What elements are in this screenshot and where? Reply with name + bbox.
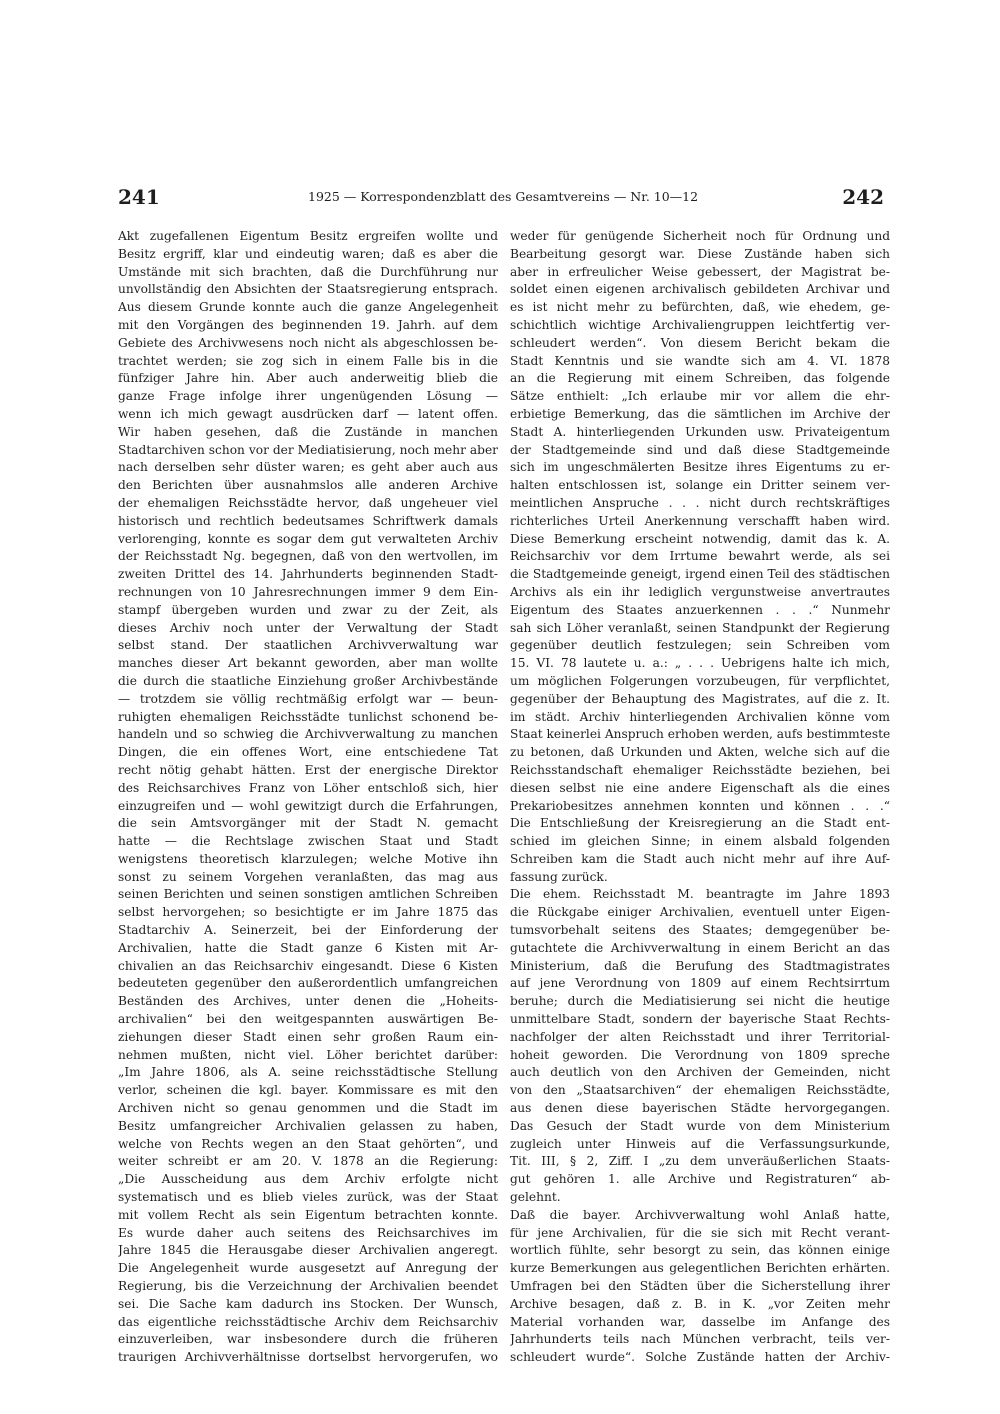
text-line: Stadt A. hinterliegenden Urkunden usw. Privateigentum: [510, 424, 890, 439]
text-line: Stadt Kenntnis und sie wandte sich am 4. VI. 1878: [510, 353, 890, 368]
text-line: fassung zurück.: [510, 869, 608, 884]
text-line: Archivalien, hatte die Stadt ganze 6 Kisten mit Ar-: [118, 940, 498, 955]
text-line: trachtet werden; sie zog sich in einem Falle bis in die: [118, 353, 498, 368]
text-line: hoheit geworden. Die Verordnung von 1809 spreche: [510, 1047, 890, 1062]
text-line: — trotzdem sie völlig rechtmäßig erfolgt war — beun-: [118, 691, 498, 706]
text-line: Regierung, bis die Verzeichnung der Archivalien beendet: [118, 1279, 498, 1294]
text-line: Schreiben kam die Stadt auch nicht mehr auf ihre Auf-: [510, 851, 890, 866]
text-line: sonst zu seinem Vorgehen veranlaßten, das mag aus: [118, 869, 498, 884]
text-line: 15. VI. 78 lautete u. a.: „ . . . Uebrigens halte ich mich,: [510, 656, 890, 671]
text-line: chivalien an das Reichsarchiv eingesandt. Diese 6 Kisten: [118, 958, 498, 973]
text-line: kurze Bemerkungen aus gelegentlichen Berichten erhärten.: [510, 1261, 890, 1276]
text-line: Staat keinerlei Anspruch erhoben werden, aufs bestimmteste: [510, 727, 890, 742]
text-line: Umfragen bei den Städten über die Sicherstellung ihrer: [510, 1279, 890, 1294]
text-line: Diese Bemerkung erscheint notwendig, damit das k. A.: [510, 531, 890, 546]
text-line: diesen selbst nie eine andere Eigenschaft als die eines: [510, 780, 890, 795]
text-line: das eigentliche reichsstädtische Archiv dem Reichsarchiv: [118, 1314, 498, 1329]
text-line: Beständen des Archives, unter denen die „Hoheits-: [118, 994, 498, 1009]
text-line: Stadtarchiv A. Seinerzeit, bei der Einforderung der: [118, 923, 498, 938]
text-line: gut gehören 1. alle Archive und Registraturen“ ab-: [510, 1172, 890, 1187]
text-line: unmittelbare Stadt, sondern der bayerische Staat Rechts-: [510, 1012, 890, 1027]
text-line: wenigstens theoretisch klarzulegen; welche Motive ihn: [118, 851, 498, 866]
text-line: selbst hervorgehen; so besichtigte er im Jahre 1875 das: [118, 905, 498, 920]
text-line: gelehnt.: [510, 1190, 561, 1205]
text-line: an die Regierung mit einem Schreiben, das folgende: [510, 371, 890, 386]
text-line: zweiten Drittel des 14. Jahrhunderts beginnenden Stadt-: [118, 567, 498, 582]
text-line: ganze Frage infolge ihrer ungenügenden Lösung —: [118, 389, 498, 404]
text-line: gegenüber der Behauptung des Magistrates, auf die z. It.: [510, 691, 890, 706]
text-line: nachfolger der alten Reichsstadt und ihrer Territorial-: [510, 1029, 890, 1044]
text-line: Material vorhanden war, dasselbe im Anfange des: [510, 1314, 890, 1329]
text-line: Die Entschließung der Kreisregierung an die Stadt ent-: [510, 816, 890, 831]
text-line: der Reichsstadt Ng. begegnen, daß von den wertvollen, im: [118, 549, 498, 564]
text-line: historisch und rechtlich bedeutsames Schriftwerk damals: [118, 513, 498, 528]
text-line: zu betonen, daß Urkunden und Akten, welche sich auf die: [510, 745, 890, 760]
text-line: Archivs als ein ihr lediglich vergunstweise anvertrautes: [510, 584, 890, 599]
text-line: traurigen Archivverhältnisse dortselbst hervorgerufen, wo: [118, 1350, 498, 1365]
text-line: „Im Jahre 1806, als A. seine reichsstädtische Stellung: [118, 1065, 498, 1080]
text-line: Jahre 1845 die Herausgabe dieser Archivalien angeregt.: [118, 1243, 498, 1258]
text-line: verlor, scheinen die kgl. bayer. Kommissare es mit den: [118, 1083, 498, 1098]
text-line: Archiven nicht so genau genommen und die Stadt im: [118, 1101, 498, 1116]
text-line: um möglichen Folgerungen vorzubeugen, für verpflichtet,: [510, 673, 890, 688]
text-line: nehmen mußten, nicht viel. Löher berichtet darüber:: [118, 1047, 498, 1062]
text-line: Daß die bayer. Archivverwaltung wohl Anlaß hatte,: [510, 1207, 890, 1222]
text-line: ruhigten ehemaligen Reichsstädte tunlichst schonend be-: [118, 709, 498, 724]
text-line: archivalien“ bei den weitgespannten auswärtigen Be-: [118, 1012, 498, 1027]
text-line: Umstände mit sich brachten, daß die Durchführung nur: [118, 264, 498, 279]
text-line: „Die Ausscheidung aus dem Archiv erfolgte nicht: [118, 1172, 498, 1187]
text-line: systematisch und es blieb vieles zurück, was der Staat: [118, 1190, 498, 1205]
text-line: des Reichsarchives Franz von Löher entschloß sich, hier: [118, 780, 498, 795]
text-line: sah sich Löher veranlaßt, seinen Standpunkt der Regierung: [510, 620, 890, 635]
left-text-column: [118, 228, 498, 1367]
text-line: Prekariobesitzes annehmen konnten und können . . .“: [510, 798, 890, 813]
text-line: auch deutlich von den Archiven der Gemeinden, nicht: [510, 1065, 890, 1080]
text-line: halten entschlossen ist, solange ein Dritter seinem ver-: [510, 478, 890, 493]
text-line: Sätze enthielt: „Ich erlaube mir vor allem die ehr-: [510, 389, 890, 404]
text-line: fünfziger Jahre hin. Aber auch anderweitig blieb die: [118, 371, 498, 386]
text-line: Eigentum des Staates anzuerkennen . . .“ Nunmehr: [510, 602, 890, 617]
text-line: zugleich unter Hinweis auf die Verfassungsurkunde,: [510, 1136, 890, 1151]
page-header: [118, 184, 884, 214]
text-line: welche von Rechts wegen an den Staat gehörten“, und: [118, 1136, 498, 1151]
text-line: Stadtarchiven schon vor der Mediatisierung, noch mehr aber: [118, 442, 498, 457]
text-line: Besitz ergriff, klar und eindeutig waren; daß es aber die: [118, 246, 498, 261]
text-line: rechnungen von 10 Jahresrechnungen immer 9 dem Ein-: [118, 584, 498, 599]
text-line: beruhe; durch die Mediatisierung sei nicht die heutige: [510, 994, 890, 1009]
text-line: die Rückgabe einiger Archivalien, eventuell unter Eigen-: [510, 905, 890, 920]
text-line: aber in erfreulicher Weise gebessert, der Magistrat be-: [510, 264, 890, 279]
text-line: Es wurde daher auch seitens des Reichsarchives im: [118, 1225, 498, 1240]
text-line: es ist nicht mehr zu befürchten, daß, wie ehedem, ge-: [510, 300, 890, 315]
text-line: die durch die staatliche Einziehung großer Archivbestände: [118, 673, 498, 688]
text-line: hatte — die Rechtslage zwischen Staat und Stadt: [118, 834, 498, 849]
text-line: Besitz umfangreicher Archivalien gelassen zu haben,: [118, 1118, 498, 1133]
text-line: die sein Amtsvorgänger mit der Stadt N. gemacht: [118, 816, 498, 831]
text-line: weiter schreibt er am 20. V. 1878 an die Regierung:: [118, 1154, 498, 1169]
text-line: richterliches Urteil Anerkennung verschafft haben wird.: [510, 513, 890, 528]
text-line: der ehemaligen Reichsstädte hervor, daß ungeheuer viel: [118, 495, 498, 510]
text-line: sich im ungeschmälerten Besitze ihres Eigentums zu er-: [510, 460, 890, 475]
page-number-right: 242: [842, 185, 884, 209]
text-line: seinen Berichten und seinen sonstigen amtlichen Schreiben: [118, 887, 498, 902]
text-line: wenn ich mich gewagt ausdrücken darf — latent offen.: [118, 406, 498, 421]
text-line: meintlichen Anspruche . . . nicht durch rechtskräftiges: [510, 495, 890, 510]
text-line: Archive besagen, daß z. B. in K. „vor Zeiten mehr: [510, 1296, 890, 1311]
running-head: 1925 — Korrespondenzblatt des Gesamtvereins — Nr. 10—12: [308, 189, 699, 204]
text-line: Tit. III, § 2, Ziff. I „zu dem unveräußerlichen Staats-: [510, 1154, 890, 1169]
text-line: von den „Staatsarchiven“ der ehemaligen Reichsstädte,: [510, 1083, 890, 1098]
text-line: soldet einen eigenen archivalisch gebildeten Archivar und: [510, 282, 890, 297]
text-line: ziehungen dieser Stadt einen sehr großen Raum ein-: [118, 1029, 498, 1044]
text-line: Die ehem. Reichsstadt M. beantragte im Jahre 1893: [510, 887, 890, 902]
text-line: gutachtete die Archivverwaltung in einem Bericht an das: [510, 940, 890, 955]
text-line: verlorenging, konnte es sogar dem gut verwalteten Archiv: [118, 531, 498, 546]
text-line: Reichsstandschaft ehemaliger Reichsstädte beziehen, bei: [510, 762, 890, 777]
text-line: Reichsarchiv vor dem Irrtume bewahrt werde, als sei: [510, 549, 890, 564]
text-line: schied im gleichen Sinne; in einem alsbald folgenden: [510, 834, 890, 849]
text-line: recht nötig gehabt hätten. Erst der energische Direktor: [118, 762, 498, 777]
text-line: gegenüber deutlich festzulegen; sein Schreiben vom: [510, 638, 890, 653]
text-line: Ministerium, daß die Berufung des Stadtmagistrates: [510, 958, 890, 973]
text-line: Bearbeitung gesorgt war. Diese Zustände haben sich: [510, 246, 890, 261]
text-line: Wir haben gesehen, daß die Zustände in manchen: [118, 424, 498, 439]
page-number-left: 241: [118, 185, 160, 209]
text-line: dieses Archiv noch unter der Verwaltung der Stadt: [118, 620, 498, 635]
text-line: tumsvorbehalt seitens des Staates; demgegenüber be-: [510, 923, 890, 938]
text-line: Gebiete des Archivwesens noch nicht als abgeschlossen be-: [118, 335, 498, 350]
text-line: die Stadtgemeinde geneigt, irgend einen Teil des städtischen: [510, 567, 890, 582]
text-line: bedeuteten gegenüber den außerordentlich umfangreichen: [118, 976, 498, 991]
text-line: schleudert wurde“. Solche Zustände hatten der Archiv-: [510, 1350, 890, 1365]
text-line: Aus diesem Grunde konnte auch die ganze Angelegenheit: [118, 300, 498, 315]
text-line: manches dieser Art bekannt geworden, aber man wollte: [118, 656, 498, 671]
text-line: sei. Die Sache kam dadurch ins Stocken. Der Wunsch,: [118, 1296, 498, 1311]
text-line: der Stadtgemeinde sind und daß diese Stadtgemeinde: [510, 442, 890, 457]
text-line: im städt. Archiv hinterliegenden Archivalien könne vom: [510, 709, 890, 724]
text-line: Jahrhunderts teils nach München verbracht, teils ver-: [510, 1332, 890, 1347]
text-line: Dingen, die ein offenes Wort, eine entschiedene Tat: [118, 745, 498, 760]
text-line: stampf übergeben wurden und zwar zu der Zeit, als: [118, 602, 498, 617]
text-line: mit vollem Recht als sein Eigentum betrachten konnte.: [118, 1207, 498, 1222]
text-line: den Berichten über ausnahmslos alle anderen Archive: [118, 478, 498, 493]
right-text-column: [510, 228, 890, 1367]
text-line: wortlich fühlte, sehr besorgt zu sein, das können einige: [510, 1243, 890, 1258]
text-line: für jene Archivalien, für die sie sich mit Recht verant-: [510, 1225, 890, 1240]
text-line: Die Angelegenheit wurde ausgesetzt auf Anregung der: [118, 1261, 498, 1276]
text-line: einzugreifen und — wohl gewitzigt durch die Erfahrungen,: [118, 798, 498, 813]
text-line: schichtlich wichtige Archivaliengruppen leichtfertig ver-: [510, 317, 890, 332]
text-line: nach derselben sehr düster waren; es geht aber auch aus: [118, 460, 498, 475]
text-line: unvollständig den Absichten der Staatsregierung entsprach.: [118, 282, 498, 297]
text-line: weder für genügende Sicherheit noch für Ordnung und: [510, 229, 890, 243]
text-line: selbst stand. Der staatlichen Archivverwaltung war: [118, 638, 498, 653]
text-line: erbietige Bemerkung, das die sämtlichen im Archive der: [510, 406, 890, 421]
text-line: Das Gesuch der Stadt wurde von dem Ministerium: [510, 1118, 890, 1133]
text-line: aus denen diese bayerischen Städte hervorgegangen.: [510, 1101, 890, 1116]
text-line: handeln und so schwieg die Archivverwaltung zu manchen: [118, 727, 498, 742]
text-line: Akt zugefallenen Eigentum Besitz ergreifen wollte und: [118, 229, 498, 243]
text-line: schleudert werden“. Von diesem Bericht bekam die: [510, 335, 890, 350]
text-line: mit den Vorgängen des beginnenden 19. Jahrh. auf dem: [118, 317, 498, 332]
text-line: einzuverleiben, war insbesondere durch die früheren: [118, 1332, 498, 1347]
text-line: auf jene Verordnung von 1809 auf einem Rechtsirrtum: [510, 976, 890, 991]
